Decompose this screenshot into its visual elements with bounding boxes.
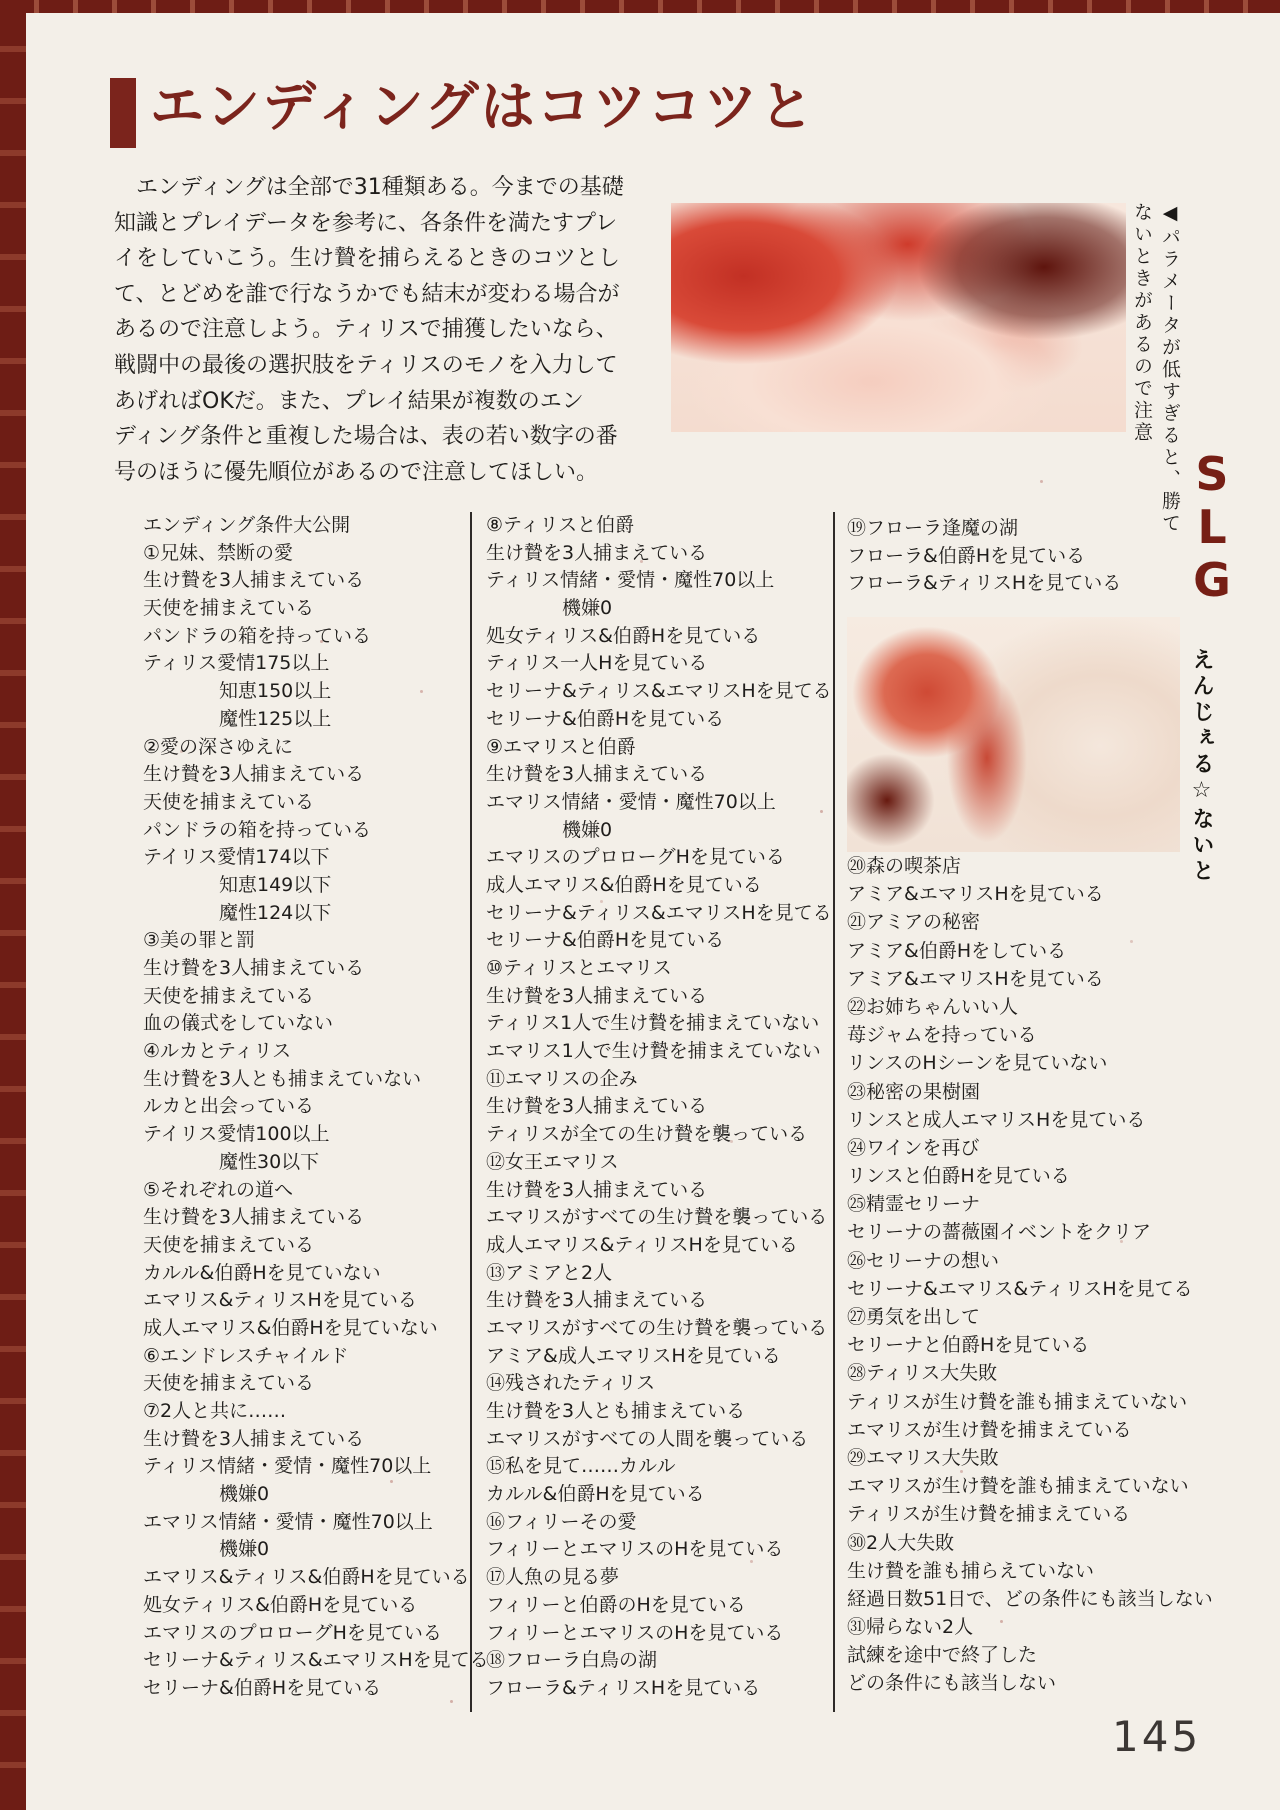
list-line: フローラ&伯爵Hを見ている — [847, 544, 1086, 567]
list-line: セリーナ&伯爵Hを見ている — [486, 929, 725, 952]
list-line: ティリス愛情175以上 — [143, 652, 330, 675]
list-line: ②愛の深さゆえに — [143, 735, 294, 758]
list-line: セリーナ&伯爵Hを見ている — [486, 707, 725, 730]
list-line: ㉕精霊セリーナ — [847, 1193, 981, 1216]
list-line: ㉛帰らない2人 — [847, 1616, 974, 1639]
list-line: あげればOKだ。また、プレイ結果が複数のエン — [114, 388, 584, 414]
list-line: ㉓秘密の果樹園 — [847, 1080, 981, 1103]
list-line: ㉚2人大失敗 — [847, 1531, 955, 1554]
list-line: 生け贄を3人捕まえている — [486, 541, 708, 564]
list-line: 天使を捕まえている — [143, 597, 315, 620]
list-line: フィリーとエマリスのHを見ている — [486, 1538, 784, 1561]
list-line: ティリス一人Hを見ている — [486, 652, 708, 675]
list-line: エマリス1人で生け贄を捕まえていない — [486, 1040, 821, 1063]
list-line: パンドラの箱を持っている — [143, 624, 372, 647]
page-title: エンディングはコツコツと — [150, 75, 816, 138]
list-line: ⑮私を見て……カルル — [486, 1455, 676, 1478]
list-line: ⑳森の喫茶店 — [847, 855, 962, 877]
list-line: 苺ジャムを持っている — [847, 1024, 1037, 1047]
illustration-angel-feathers — [847, 617, 1180, 852]
list-line: パンドラの箱を持っている — [143, 818, 372, 841]
list-line: セリーナ&ティリス&エマリスHを見てる — [486, 680, 832, 703]
list-line: カルル&伯爵Hを見ていない — [143, 1261, 381, 1284]
list-line: エマリス情緒・愛情・魔性70以上 — [143, 1510, 433, 1533]
list-line: ティリスが生け贄を誰も捕まえていない — [847, 1390, 1188, 1413]
list-line: 血の儀式をしていない — [143, 1012, 334, 1035]
list-line: セリーナ&伯爵Hを見ている — [143, 1676, 382, 1699]
film-strip-top — [0, 0, 1280, 13]
list-line: リンスのHシーンを見ていない — [847, 1052, 1108, 1075]
list-line: 生け贄を3人捕まえている — [486, 763, 708, 786]
list-line: 生け贄を3人とも捕まえていない — [143, 1067, 422, 1090]
list-line: 天使を捕まえている — [143, 1372, 315, 1395]
endings-column-3-bottom — [847, 853, 1213, 1699]
list-line: カルル&伯爵Hを見ている — [486, 1483, 705, 1506]
list-line: ㉖セリーナの想い — [847, 1249, 1000, 1272]
list-line: フローラ&ティリスHを見ている — [486, 1676, 761, 1699]
list-line: エマリスが生け贄を捕まえている — [847, 1418, 1132, 1441]
series-subtitle: えんじぇる☆ないと — [1189, 648, 1214, 885]
list-line: 号のほうに優先順位があるので注意してほしい。 — [114, 459, 599, 485]
list-line: ㉙エマリス大失敗 — [847, 1446, 999, 1469]
list-line: セリーナ&ティリス&エマリスHを見てる — [143, 1649, 489, 1672]
list-line: ⑱フローラ白鳥の湖 — [486, 1649, 658, 1672]
list-line: ルカと出会っている — [143, 1095, 315, 1118]
list-line: ⑭残されたティリス — [486, 1372, 656, 1395]
list-line: エマリスがすべての生け贄を襲っている — [486, 1206, 828, 1229]
list-line: エマリスのプロローグHを見ている — [143, 1621, 442, 1644]
list-line: ⑬アミアと2人 — [486, 1261, 613, 1284]
list-line: 魔性30以下 — [219, 1150, 320, 1173]
list-line: 天使を捕まえている — [143, 790, 315, 813]
list-line: 知恵150以上 — [219, 680, 332, 703]
list-line: セリーナの薔薇園イベントをクリア — [847, 1221, 1152, 1244]
list-line: エンディング条件大公開 — [143, 514, 351, 536]
list-line: アミア&成人エマリスHを見ている — [486, 1344, 781, 1367]
list-line: ⑫女王エマリス — [486, 1150, 619, 1173]
list-line: 魔性124以下 — [219, 901, 332, 924]
list-line: アミア&エマリスHを見ている — [847, 967, 1104, 990]
list-line: 魔性125以上 — [219, 707, 332, 730]
list-line: ⑧ティリスと伯爵 — [486, 514, 635, 536]
slg-letter-g: G — [1193, 553, 1231, 607]
endings-column-1 — [143, 512, 489, 1703]
list-line: エンディングは全部で31種類ある。今までの基礎 — [114, 175, 624, 200]
list-line: 生け贄を3人捕まえている — [143, 569, 365, 592]
list-line: エマリス&ティリスHを見ている — [143, 1289, 417, 1312]
list-line: ㉑アミアの秘密 — [847, 911, 981, 934]
film-strip-left — [0, 0, 26, 1810]
list-line: ティリスが生け贄を捕まえている — [847, 1503, 1131, 1526]
caption-line-1: ◀パラメータが低すぎると、勝て — [1159, 202, 1181, 535]
list-line: 生け贄を3人とも捕まえている — [486, 1400, 746, 1422]
list-line: ⑰人魚の見る夢 — [486, 1566, 620, 1589]
slg-genre-logo — [1176, 448, 1248, 607]
list-line: エマリスがすべての生け贄を襲っている — [486, 1316, 828, 1339]
list-line: イをしていこう。生け贄を捕らえるときのコツとし — [114, 246, 621, 272]
list-line: アミア&伯爵Hをしている — [847, 939, 1067, 962]
list-line: 処女ティリス&伯爵Hを見ている — [143, 1593, 418, 1616]
list-line: 機嫌0 — [562, 818, 613, 841]
list-line: 機嫌0 — [219, 1538, 270, 1561]
list-line: アミア&エマリスHを見ている — [847, 883, 1104, 906]
list-line: ④ルカとティリス — [143, 1040, 292, 1063]
list-line: ①兄妹、禁断の愛 — [143, 541, 294, 564]
list-line: 処女ティリス&伯爵Hを見ている — [486, 624, 761, 647]
list-line: 生け贄を3人捕まえている — [486, 1178, 708, 1201]
list-line: ⑦2人と共に…… — [143, 1400, 287, 1422]
list-line: 成人エマリス&ティリスHを見ている — [486, 1233, 798, 1256]
list-line: フィリーと伯爵のHを見ている — [486, 1593, 746, 1616]
illustration-kiss-scene — [671, 203, 1126, 432]
list-line: ティリスが全ての生け贄を襲っている — [486, 1123, 808, 1146]
list-line: セリーナと伯爵Hを見ている — [847, 1334, 1090, 1357]
list-line: 生け贄を3人捕まえている — [143, 1427, 365, 1450]
list-line: ティリス1人で生け贄を捕まえていない — [486, 1012, 820, 1035]
list-line: フィリーとエマリスのHを見ている — [486, 1621, 784, 1644]
list-line: エマリスが生け贄を誰も捕まえていない — [847, 1475, 1189, 1498]
list-line: 生け贄を3人捕まえている — [486, 1095, 708, 1118]
list-line: ㉗勇気を出して — [847, 1306, 981, 1328]
list-line: ㉘ティリス大失敗 — [847, 1362, 998, 1385]
list-line: 知恵149以下 — [219, 873, 332, 896]
list-line: エマリスのプロローグHを見ている — [486, 846, 785, 869]
intro-paragraph — [114, 170, 654, 490]
list-line: 生け贄を3人捕まえている — [486, 984, 708, 1007]
list-line: セリーナ&ティリス&エマリスHを見てる — [486, 901, 832, 924]
list-line: ティリス情緒・愛情・魔性70以上 — [486, 569, 775, 592]
list-line: 知識とプレイデータを参考に、各条件を満たすプレ — [114, 210, 618, 236]
list-line: 機嫌0 — [562, 597, 613, 620]
list-line: ⑯フィリーその愛 — [486, 1510, 637, 1533]
list-line: 戦闘中の最後の選択肢をティリスのモノを入力して — [114, 352, 618, 378]
list-line: エマリス&ティリス&伯爵Hを見ている — [143, 1566, 470, 1589]
list-line: 機嫌0 — [219, 1483, 270, 1506]
list-line: 生け贄を3人捕まえている — [486, 1289, 708, 1312]
list-line: エマリスがすべての人間を襲っている — [486, 1427, 809, 1450]
list-line: セリーナ&エマリス&ティリスHを見てる — [847, 1277, 1193, 1300]
list-line: 経過日数51日で、どの条件にも該当しない — [847, 1587, 1213, 1610]
list-line: ディング条件と重複した場合は、表の若い数字の番 — [114, 424, 618, 450]
list-line: ⑩ティリスとエマリス — [486, 957, 672, 979]
list-line: 成人エマリス&伯爵Hを見ていない — [143, 1316, 438, 1339]
list-line: 天使を捕まえている — [143, 1233, 315, 1256]
list-line: ⑲フローラ逢魔の湖 — [847, 517, 1019, 539]
list-line: 生け贄を3人捕まえている — [143, 957, 365, 979]
list-line: ⑪エマリスの企み — [486, 1067, 638, 1090]
list-line: て、とどめを誰で行なうかでも結末が変わる場合が — [114, 281, 620, 307]
slg-letter-s: S — [1195, 447, 1229, 501]
list-line: あるので注意しよう。ティリスで捕獲したいなら、 — [114, 317, 618, 343]
list-line: 成人エマリス&伯爵Hを見ている — [486, 873, 762, 896]
list-line: 天使を捕まえている — [143, 984, 315, 1007]
list-line: リンスと伯爵Hを見ている — [847, 1165, 1070, 1188]
list-line: リンスと成人エマリスHを見ている — [847, 1108, 1146, 1131]
list-line: ⑥エンドレスチャイルド — [143, 1344, 349, 1367]
list-line: 生け贄を誰も捕らえていない — [847, 1559, 1095, 1582]
list-line: ⑨エマリスと伯爵 — [486, 735, 636, 758]
endings-column-3-top — [847, 515, 1121, 598]
endings-column-2 — [486, 512, 832, 1703]
caption-line-2: ないときがあるので注意 — [1131, 202, 1153, 444]
list-line: 試練を途中で終了した — [847, 1644, 1038, 1667]
list-line: テイリス愛情100以上 — [143, 1123, 330, 1146]
list-line: テイリス愛情174以下 — [143, 846, 330, 869]
column-divider-2 — [833, 512, 835, 1712]
list-line: フローラ&ティリスHを見ている — [847, 572, 1122, 595]
list-line: エマリス情緒・愛情・魔性70以上 — [486, 790, 776, 813]
list-line: ㉔ワインを再び — [847, 1136, 980, 1159]
title-accent-block — [110, 78, 136, 148]
list-line: 生け贄を3人捕まえている — [143, 1206, 365, 1229]
list-line: 生け贄を3人捕まえている — [143, 763, 365, 786]
list-line: ⑤それぞれの道へ — [143, 1178, 294, 1201]
slg-letter-l: L — [1197, 500, 1227, 554]
list-line: ㉒お姉ちゃんいい人 — [847, 995, 1019, 1018]
list-line: どの条件にも該当しない — [847, 1672, 1057, 1695]
list-line: ティリス情緒・愛情・魔性70以上 — [143, 1455, 432, 1478]
page-number: 145 — [1112, 1712, 1202, 1761]
list-line: ③美の罪と罰 — [143, 929, 256, 952]
